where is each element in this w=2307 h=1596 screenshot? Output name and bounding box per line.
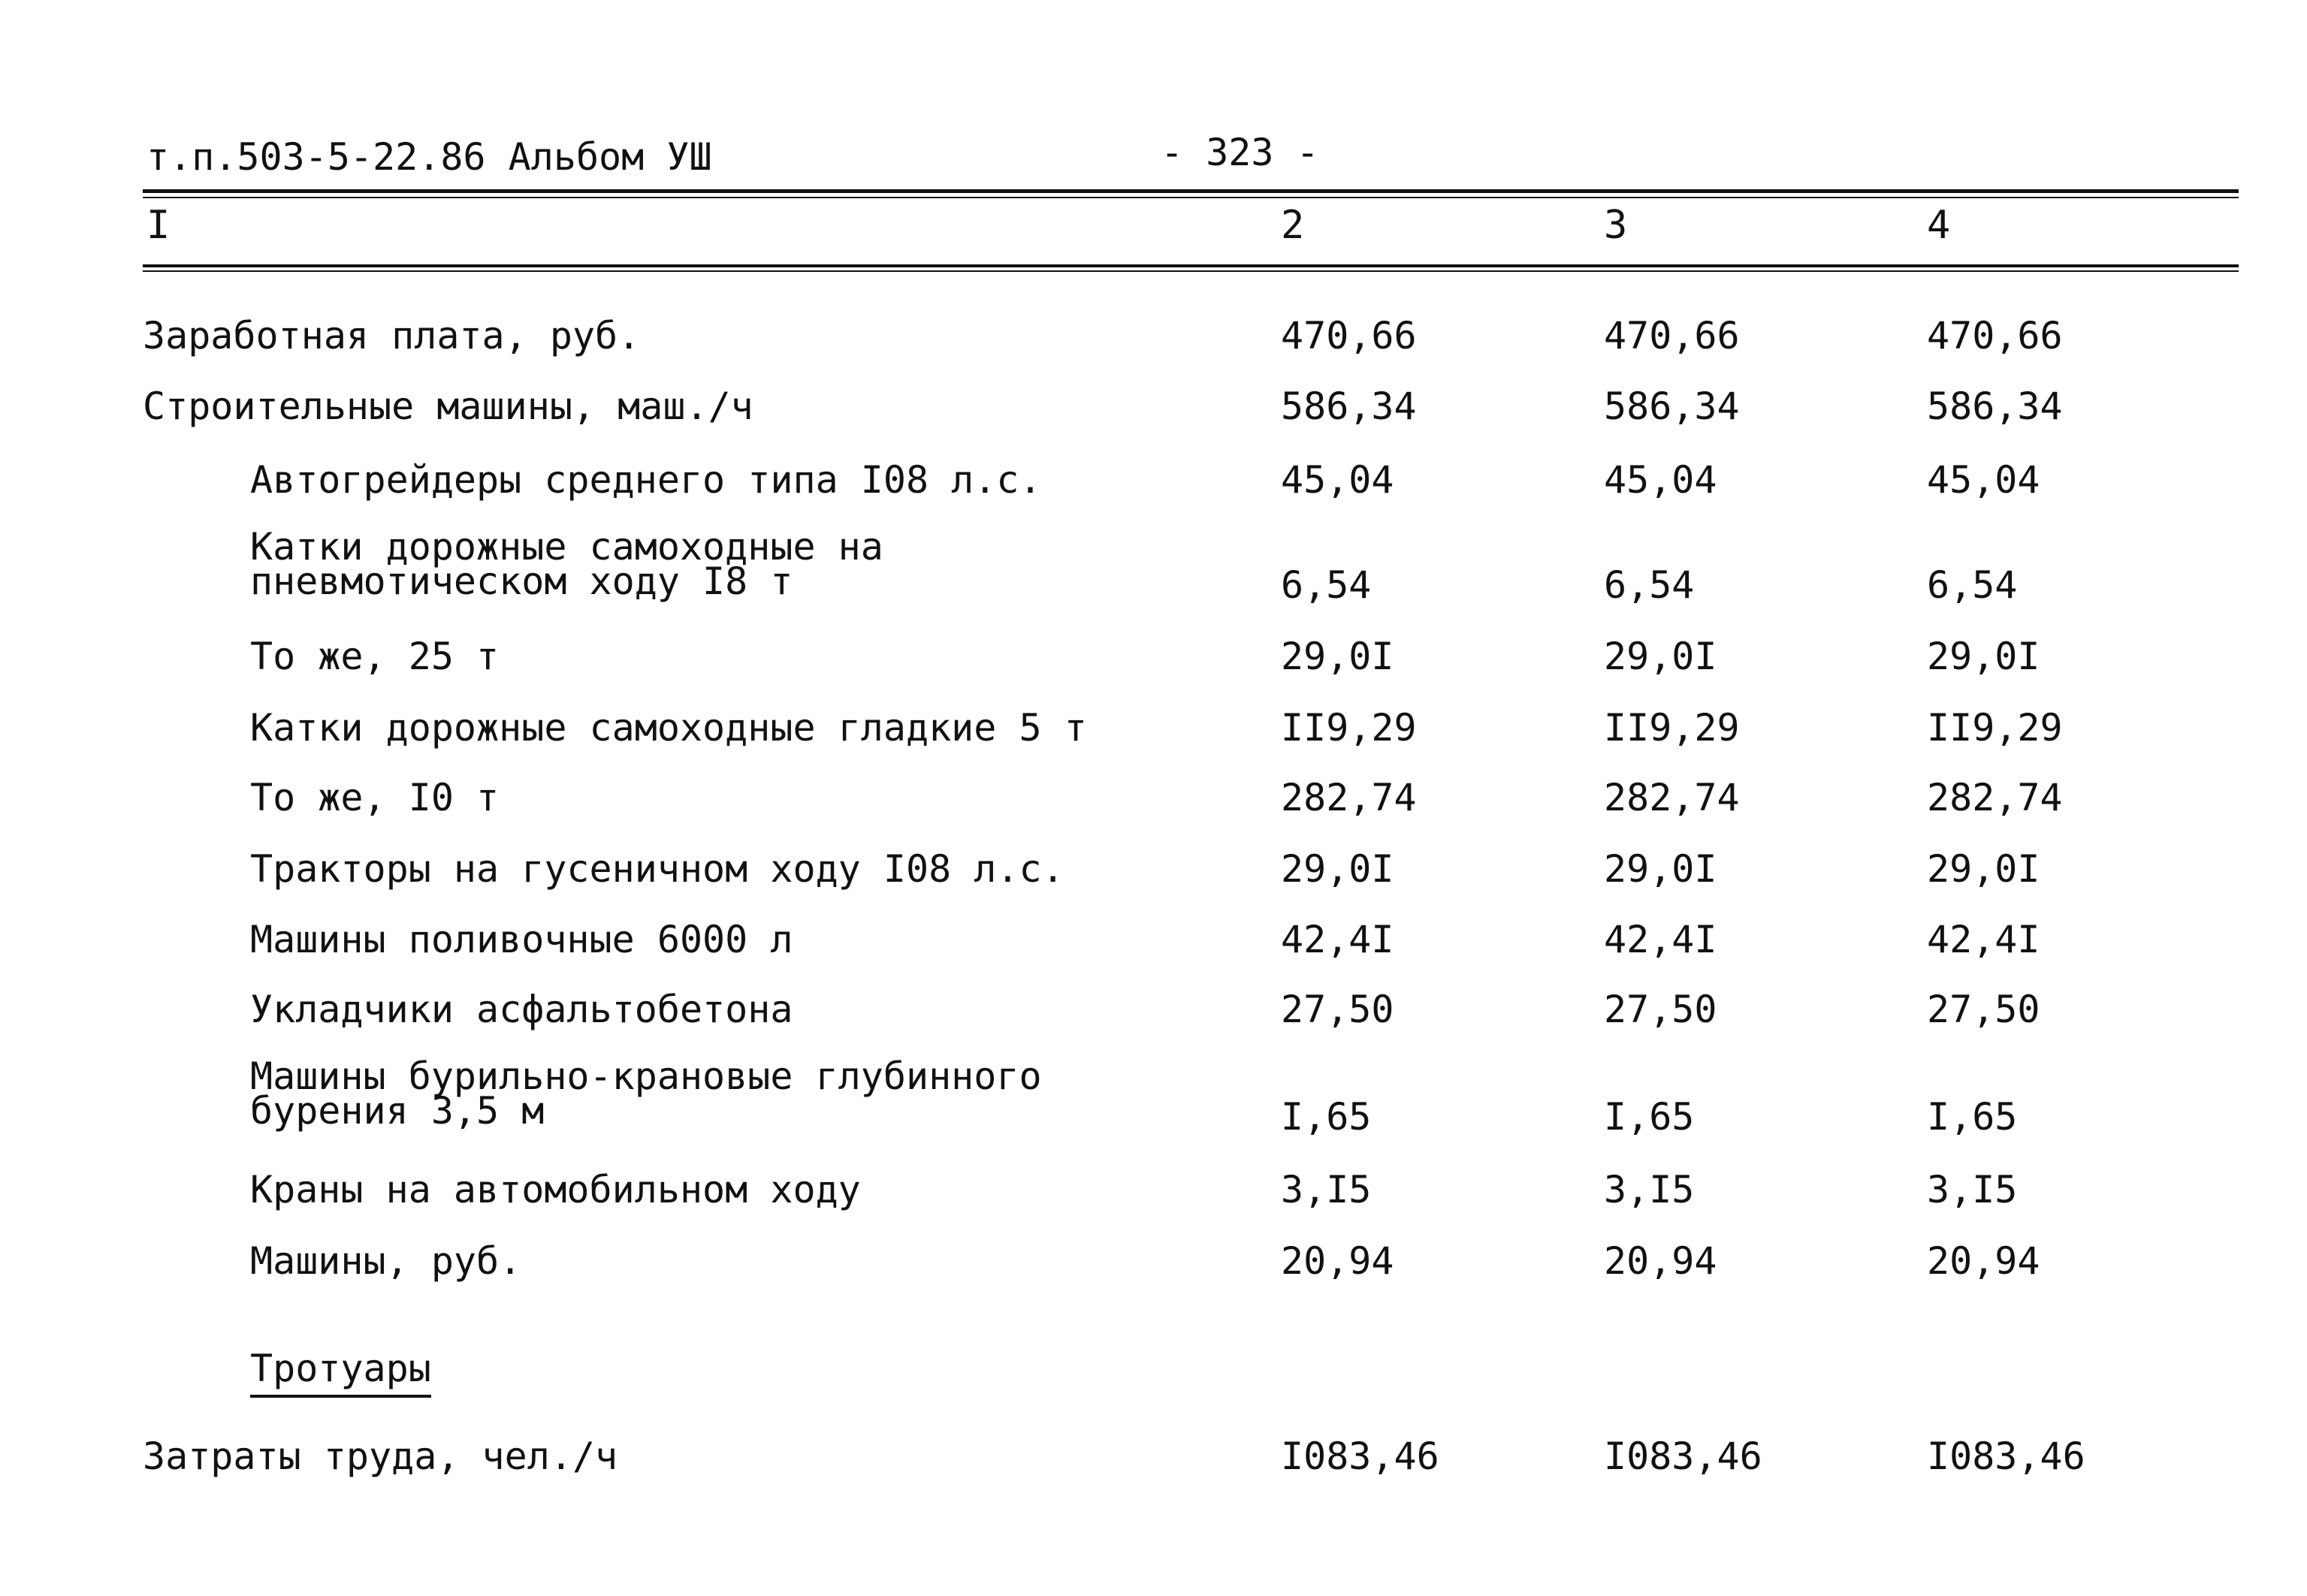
- row-value-col4: 3,I5: [1927, 1168, 2018, 1211]
- row-value-col4: 45,04: [1927, 458, 2040, 502]
- row-label: То же, 25 т: [250, 635, 500, 678]
- row-value-col3: I083,46: [1604, 1435, 1762, 1478]
- row-label: Автогрейдеры среднего типа I08 л.с.: [250, 458, 1042, 502]
- table-header-bottom-rule-thin: [143, 270, 2239, 272]
- row-value-col2: 470,66: [1281, 314, 1417, 358]
- row-label: Строительные машины, маш./ч: [143, 385, 753, 428]
- row-value-col3: II9,29: [1604, 706, 1740, 750]
- document-reference: т.п.503-5-22.86 Альбом УШ: [146, 135, 712, 179]
- row-value-col4: 282,74: [1927, 776, 2063, 819]
- row-value-col3: 29,0I: [1604, 635, 1717, 678]
- column-header-1: I: [146, 203, 171, 248]
- row-value-col3: 3,I5: [1604, 1168, 1695, 1211]
- row-value-col4: II9,29: [1927, 706, 2063, 750]
- row-value-col2: 29,0I: [1281, 847, 1394, 891]
- row-value-col4: 27,50: [1927, 988, 2040, 1031]
- row-value-col2: 42,4I: [1281, 918, 1394, 961]
- row-value-col3: 6,54: [1604, 563, 1695, 607]
- row-value-col3: 586,34: [1604, 385, 1740, 428]
- row-value-col2: 20,94: [1281, 1239, 1394, 1283]
- row-value-col3: 27,50: [1604, 988, 1717, 1031]
- row-value-col3: 470,66: [1604, 314, 1740, 358]
- row-value-col3: I,65: [1604, 1095, 1695, 1139]
- row-value-col2: 586,34: [1281, 385, 1417, 428]
- row-value-col4: 42,4I: [1927, 918, 2040, 961]
- table-header-bottom-rule: [143, 264, 2239, 267]
- row-value-col2: 282,74: [1281, 776, 1417, 819]
- row-label: Заработная плата, руб.: [143, 314, 641, 358]
- row-value-col4: 29,0I: [1927, 635, 2040, 678]
- row-label: То же, I0 т: [250, 776, 500, 819]
- row-value-col3: 42,4I: [1604, 918, 1717, 961]
- row-value-col4: 586,34: [1927, 385, 2063, 428]
- row-value-col2: 29,0I: [1281, 635, 1394, 678]
- row-label: Катки дорожные самоходные гладкие 5 т: [250, 706, 1087, 750]
- column-header-3: 3: [1604, 203, 1628, 248]
- row-value-col4: 470,66: [1927, 314, 2063, 358]
- row-label: Тракторы на гусеничном ходу I08 л.с.: [250, 847, 1064, 891]
- row-value-col4: 20,94: [1927, 1239, 2040, 1283]
- row-value-col3: 20,94: [1604, 1239, 1717, 1283]
- row-value-col4: 6,54: [1927, 563, 2018, 607]
- row-value-col4: I083,46: [1927, 1435, 2085, 1478]
- row-value-col3: 45,04: [1604, 458, 1717, 502]
- row-label: Катки дорожные самоходные на пневмотическом ходу I8 т: [250, 525, 883, 603]
- row-label: Машины поливочные 6000 л: [250, 918, 793, 961]
- table-top-rule-thin: [143, 197, 2239, 198]
- section-heading: Тротуары: [250, 1347, 431, 1398]
- row-value-col4: 29,0I: [1927, 847, 2040, 891]
- row-label: Краны на автомобильном ходу: [250, 1168, 861, 1211]
- row-value-col2: I083,46: [1281, 1435, 1439, 1478]
- row-label: Машины бурильно-крановые глубинного бурения 3,5 м: [250, 1054, 1042, 1133]
- row-label: Машины, руб.: [250, 1239, 522, 1283]
- page-number: - 323 -: [1161, 131, 1319, 174]
- row-value-col2: 27,50: [1281, 988, 1394, 1031]
- row-value-col2: 3,I5: [1281, 1168, 1372, 1211]
- row-value-col2: 45,04: [1281, 458, 1394, 502]
- row-value-col3: 29,0I: [1604, 847, 1717, 891]
- row-value-col2: I,65: [1281, 1095, 1372, 1139]
- row-value-col4: I,65: [1927, 1095, 2018, 1139]
- row-value-col2: II9,29: [1281, 706, 1417, 750]
- row-value-col3: 282,74: [1604, 776, 1740, 819]
- row-label: Затраты труда, чел./ч: [143, 1435, 618, 1478]
- row-value-col2: 6,54: [1281, 563, 1372, 607]
- table-top-rule: [143, 189, 2239, 193]
- row-label: Укладчики асфальтобетона: [250, 988, 793, 1031]
- column-header-4: 4: [1927, 203, 1951, 248]
- column-header-2: 2: [1281, 203, 1305, 248]
